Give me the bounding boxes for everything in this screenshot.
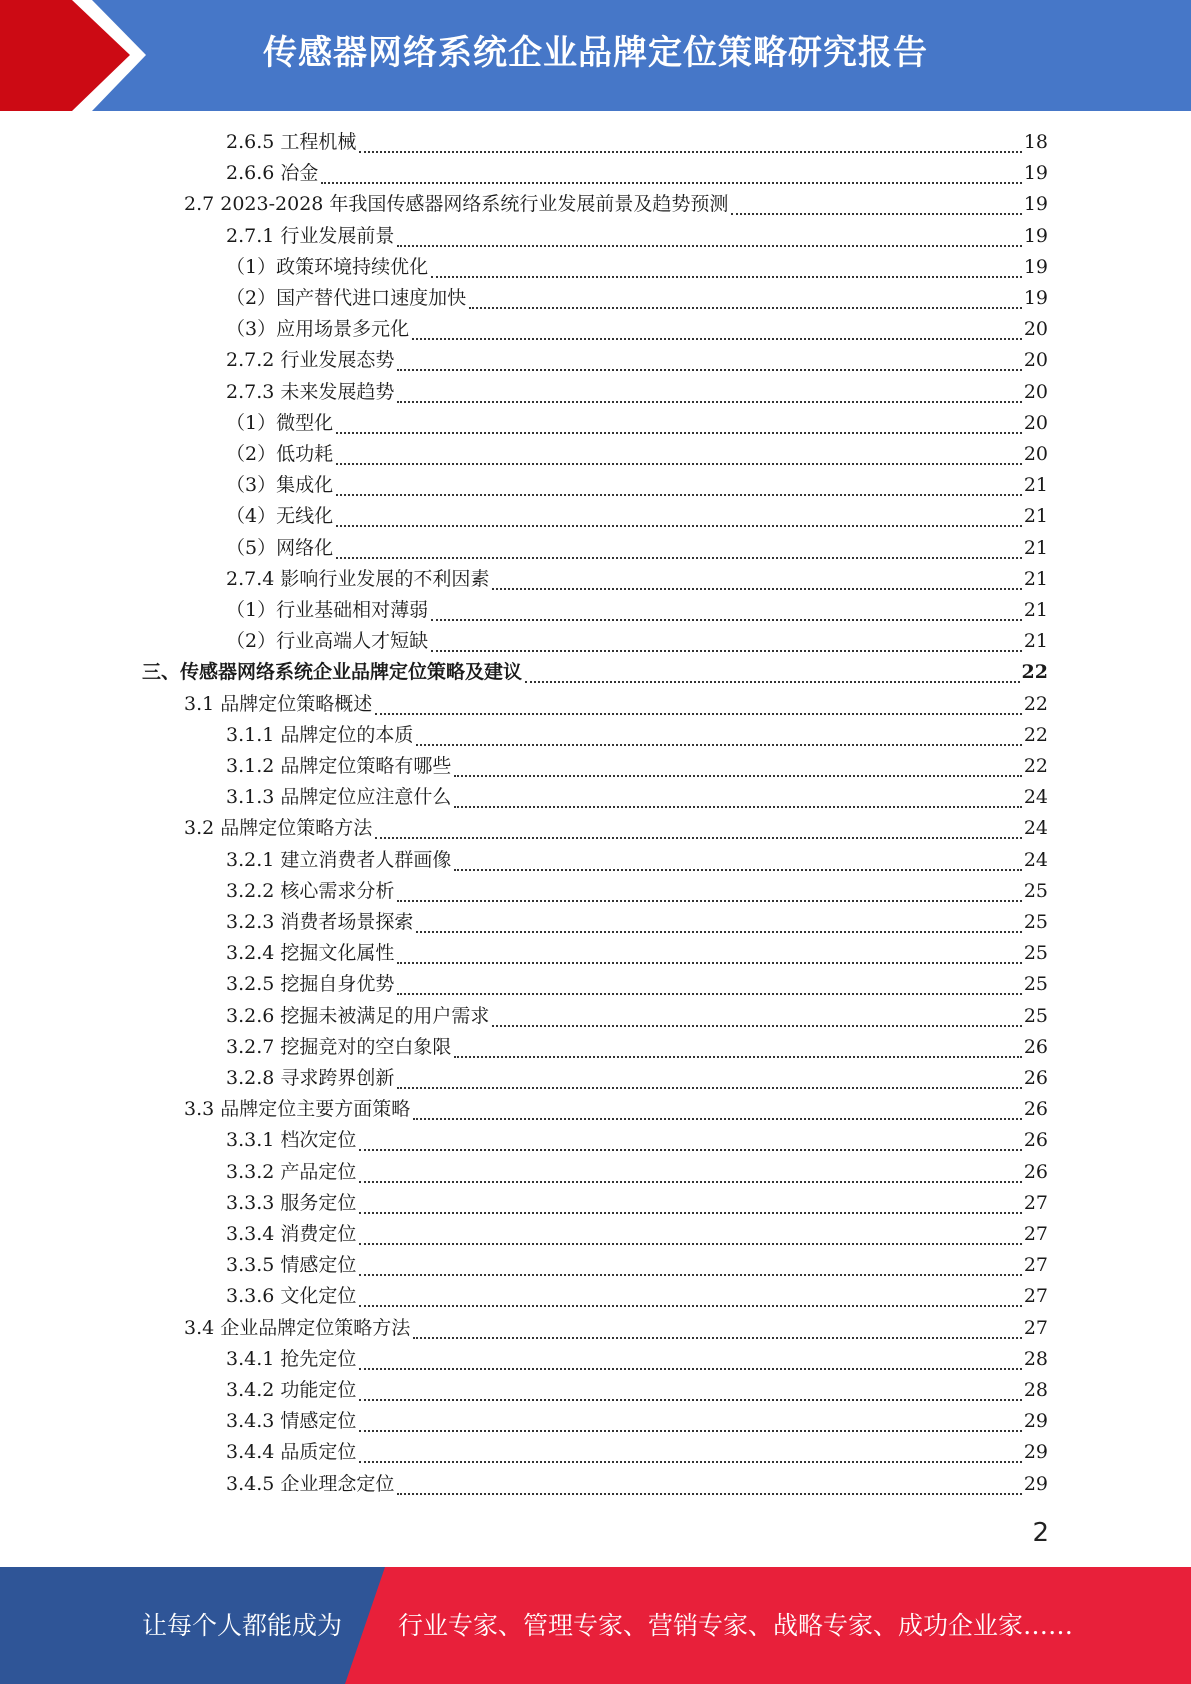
- toc-dot-leader: [454, 1056, 1021, 1058]
- toc-dot-leader: [492, 1025, 1021, 1027]
- toc-entry-label: 3.2 品牌定位策略方法: [184, 817, 373, 839]
- toc-dot-leader: [397, 245, 1021, 247]
- toc-entry-label: 3.3 品牌定位主要方面策略: [184, 1098, 411, 1120]
- toc-entry-label: 3.4.4 品质定位: [226, 1441, 357, 1463]
- toc-entry-page: 26: [1023, 1067, 1048, 1089]
- toc-entry[interactable]: [226, 1157, 1048, 1188]
- toc-entry-label: 3.1.1 品牌定位的本质: [226, 724, 414, 746]
- toc-entry[interactable]: [226, 564, 1048, 595]
- toc-entry-page: 19: [1023, 193, 1048, 215]
- toc-dot-leader: [416, 931, 1021, 933]
- toc-entry[interactable]: [226, 158, 1048, 189]
- toc-entry-page: 25: [1023, 911, 1048, 933]
- page-header: [0, 0, 1191, 111]
- toc-entry-label: 3.2.4 挖掘文化属性: [226, 942, 395, 964]
- toc-entry-label: 3.4.5 企业理念定位: [226, 1473, 395, 1495]
- toc-entry-page: 20: [1023, 318, 1048, 340]
- toc-entry-page: 27: [1023, 1192, 1048, 1214]
- toc-dot-leader: [397, 1493, 1021, 1495]
- toc-entry[interactable]: [226, 252, 1048, 283]
- toc-dot-leader: [492, 588, 1021, 590]
- toc-dot-leader: [359, 151, 1021, 153]
- toc-entry-page: 18: [1023, 131, 1048, 153]
- toc-entry[interactable]: [226, 1281, 1048, 1312]
- footer-slogan-left: 让每个人都能成为: [142, 1611, 343, 1640]
- toc-entry-page: 28: [1023, 1379, 1048, 1401]
- toc-entry[interactable]: [226, 845, 1048, 876]
- toc-entry-page: 20: [1023, 381, 1048, 403]
- toc-entry-page: 27: [1023, 1254, 1048, 1276]
- toc-dot-leader: [431, 619, 1022, 621]
- toc-entry-page: 25: [1023, 942, 1048, 964]
- toc-entry[interactable]: [226, 408, 1048, 439]
- toc-entry-label: 3.3.1 档次定位: [226, 1129, 357, 1151]
- toc-entry[interactable]: [226, 1406, 1048, 1437]
- toc-entry[interactable]: [226, 470, 1048, 501]
- toc-entry-label: 2.7.1 行业发展前景: [226, 225, 395, 247]
- toc-entry-page: 19: [1023, 256, 1048, 278]
- toc-entry[interactable]: [226, 1219, 1048, 1250]
- toc-entry[interactable]: [226, 345, 1048, 376]
- toc-entry-label: 3.3.6 文化定位: [226, 1285, 357, 1307]
- toc-dot-leader: [359, 1399, 1021, 1401]
- toc-entry-page: 29: [1023, 1473, 1048, 1495]
- toc-entry-label: 3.1 品牌定位策略概述: [184, 693, 373, 715]
- toc-entry[interactable]: [226, 501, 1048, 532]
- toc-entry[interactable]: [184, 813, 1048, 844]
- toc-entry-label: （2）国产替代进口速度加快: [226, 287, 467, 309]
- toc-entry-label: 三、传感器网络系统企业品牌定位策略及建议: [142, 661, 523, 683]
- page-footer: [0, 1567, 1191, 1684]
- toc-entry-label: （3）集成化: [226, 474, 334, 496]
- toc-entry[interactable]: [226, 439, 1048, 470]
- toc-entry-label: （4）无线化: [226, 505, 334, 527]
- toc-entry-label: （5）网络化: [226, 537, 334, 559]
- toc-entry[interactable]: [226, 1250, 1048, 1281]
- toc-entry-page: 24: [1023, 817, 1048, 839]
- toc-entry-page: 22: [1021, 661, 1048, 683]
- toc-entry[interactable]: [184, 1094, 1048, 1125]
- toc-dot-leader: [731, 213, 1021, 215]
- toc-entry-label: 3.3.3 服务定位: [226, 1192, 357, 1214]
- toc-entry[interactable]: [142, 657, 1048, 688]
- toc-entry-page: 21: [1023, 474, 1048, 496]
- toc-dot-leader: [359, 1212, 1021, 1214]
- toc-entry-page: 26: [1023, 1161, 1048, 1183]
- toc-entry-page: 24: [1023, 849, 1048, 871]
- page-number: 2: [1032, 1518, 1049, 1548]
- report-title: 传感器网络系统企业品牌定位策略研究报告: [263, 33, 928, 73]
- toc-dot-leader: [336, 525, 1022, 527]
- toc-entry[interactable]: [226, 314, 1048, 345]
- toc-entry-page: 27: [1023, 1223, 1048, 1245]
- toc-entry-page: 20: [1023, 412, 1048, 434]
- toc-entry-label: 3.2.1 建立消费者人群画像: [226, 849, 452, 871]
- toc-entry-page: 26: [1023, 1129, 1048, 1151]
- toc-dot-leader: [454, 869, 1021, 871]
- toc-dot-leader: [359, 1181, 1021, 1183]
- toc-entry-page: 20: [1023, 443, 1048, 465]
- toc-entry-page: 19: [1023, 225, 1048, 247]
- toc-entry[interactable]: [226, 1001, 1048, 1032]
- toc-dot-leader: [375, 713, 1022, 715]
- toc-entry[interactable]: [226, 1437, 1048, 1468]
- toc-entry-page: 21: [1023, 537, 1048, 559]
- toc-entry-page: 22: [1023, 693, 1048, 715]
- toc-entry-label: 2.7.2 行业发展态势: [226, 349, 395, 371]
- toc-entry[interactable]: [184, 1313, 1048, 1344]
- toc-dot-leader: [454, 806, 1021, 808]
- footer-slogan-right: 行业专家、管理专家、营销专家、战略专家、成功企业家……: [398, 1611, 1074, 1640]
- toc-entry[interactable]: [226, 1032, 1048, 1063]
- toc-entry-label: 3.4.1 抢先定位: [226, 1348, 357, 1370]
- toc-entry-page: 22: [1023, 755, 1048, 777]
- toc-entry[interactable]: [226, 626, 1048, 657]
- toc-entry[interactable]: [226, 720, 1048, 751]
- toc-dot-leader: [397, 401, 1021, 403]
- toc-entry-label: （2）低功耗: [226, 443, 334, 465]
- toc-entry-page: 27: [1023, 1317, 1048, 1339]
- toc-dot-leader: [336, 557, 1022, 559]
- toc-entry-page: 21: [1023, 568, 1048, 590]
- toc-dot-leader: [321, 182, 1021, 184]
- toc-entry[interactable]: [226, 969, 1048, 1000]
- toc-entry-label: 2.6.5 工程机械: [226, 131, 357, 153]
- toc-entry-page: 26: [1023, 1036, 1048, 1058]
- toc-entry[interactable]: [184, 189, 1048, 220]
- toc-entry-page: 20: [1023, 349, 1048, 371]
- toc-dot-leader: [397, 369, 1021, 371]
- toc-dot-leader: [525, 681, 1020, 683]
- toc-dot-leader: [359, 1149, 1021, 1151]
- toc-entry[interactable]: [226, 938, 1048, 969]
- toc-entry-page: 27: [1023, 1285, 1048, 1307]
- toc-entry-label: （2）行业高端人才短缺: [226, 630, 429, 652]
- toc-entry-label: （1）行业基础相对薄弱: [226, 599, 429, 621]
- toc-entry[interactable]: [226, 1375, 1048, 1406]
- toc-entry-page: 29: [1023, 1410, 1048, 1432]
- toc-entry-page: 21: [1023, 599, 1048, 621]
- toc-entry-label: 3.3.4 消费定位: [226, 1223, 357, 1245]
- toc-dot-leader: [454, 775, 1021, 777]
- toc-entry[interactable]: [226, 876, 1048, 907]
- toc-dot-leader: [359, 1430, 1021, 1432]
- toc-dot-leader: [336, 463, 1022, 465]
- toc-entry-page: 28: [1023, 1348, 1048, 1370]
- toc-entry-label: 3.2.5 挖掘自身优势: [226, 973, 395, 995]
- toc-dot-leader: [359, 1274, 1021, 1276]
- toc-entry[interactable]: [226, 221, 1048, 252]
- toc-entry[interactable]: [226, 1344, 1048, 1375]
- toc-entry-label: （1）政策环境持续优化: [226, 256, 429, 278]
- toc-dot-leader: [336, 494, 1022, 496]
- toc-entry-label: 3.1.2 品牌定位策略有哪些: [226, 755, 452, 777]
- toc-entry[interactable]: [226, 1125, 1048, 1156]
- toc-entry-label: 3.3.5 情感定位: [226, 1254, 357, 1276]
- toc-entry-label: （3）应用场景多元化: [226, 318, 410, 340]
- toc-entry-label: 3.3.2 产品定位: [226, 1161, 357, 1183]
- toc-entry[interactable]: [226, 1063, 1048, 1094]
- toc-entry-label: 3.1.3 品牌定位应注意什么: [226, 786, 452, 808]
- toc-entry[interactable]: [226, 377, 1048, 408]
- toc-dot-leader: [431, 650, 1022, 652]
- toc-entry-label: 3.4.2 功能定位: [226, 1379, 357, 1401]
- toc-entry[interactable]: [184, 689, 1048, 720]
- toc-entry[interactable]: [226, 751, 1048, 782]
- toc-entry[interactable]: [226, 127, 1048, 158]
- toc-entry-label: 2.7.3 未来发展趋势: [226, 381, 395, 403]
- toc-entry-page: 26: [1023, 1098, 1048, 1120]
- toc-dot-leader: [375, 837, 1022, 839]
- toc-dot-leader: [416, 744, 1021, 746]
- toc-entry-label: 2.7 2023-2028 年我国传感器网络系统行业发展前景及趋势预测: [184, 193, 729, 215]
- toc-entry-page: 25: [1023, 973, 1048, 995]
- toc-dot-leader: [412, 338, 1022, 340]
- toc-entry-label: 3.2.8 寻求跨界创新: [226, 1067, 395, 1089]
- toc-entry[interactable]: [226, 1469, 1048, 1500]
- toc-dot-leader: [397, 900, 1021, 902]
- toc-dot-leader: [431, 276, 1022, 278]
- toc-entry-label: 2.7.4 影响行业发展的不利因素: [226, 568, 490, 590]
- toc-entry[interactable]: [226, 782, 1048, 813]
- toc-entry-label: 2.6.6 冶金: [226, 162, 319, 184]
- toc-entry-label: 3.4.3 情感定位: [226, 1410, 357, 1432]
- toc-entry-label: 3.4 企业品牌定位策略方法: [184, 1317, 411, 1339]
- toc-dot-leader: [413, 1337, 1022, 1339]
- toc-dot-leader: [359, 1368, 1021, 1370]
- toc-entry-page: 19: [1023, 162, 1048, 184]
- toc-entry-page: 25: [1023, 1005, 1048, 1027]
- toc-dot-leader: [336, 432, 1022, 434]
- toc-entry-page: 19: [1023, 287, 1048, 309]
- toc-entry-page: 22: [1023, 724, 1048, 746]
- toc-dot-leader: [397, 962, 1021, 964]
- toc-dot-leader: [359, 1461, 1021, 1463]
- toc-entry[interactable]: [226, 1188, 1048, 1219]
- toc-entry-page: 21: [1023, 505, 1048, 527]
- toc-entry[interactable]: [226, 595, 1048, 626]
- toc-entry[interactable]: [226, 907, 1048, 938]
- toc-entry-page: 25: [1023, 880, 1048, 902]
- toc-dot-leader: [397, 993, 1021, 995]
- toc-entry[interactable]: [226, 533, 1048, 564]
- toc-entry-label: （1）微型化: [226, 412, 334, 434]
- toc-entry-page: 29: [1023, 1441, 1048, 1463]
- toc-entry-label: 3.2.6 挖掘未被满足的用户需求: [226, 1005, 490, 1027]
- toc-entry-label: 3.2.3 消费者场景探索: [226, 911, 414, 933]
- toc-entry-label: 3.2.7 挖掘竞对的空白象限: [226, 1036, 452, 1058]
- toc-dot-leader: [359, 1305, 1021, 1307]
- toc-dot-leader: [413, 1118, 1022, 1120]
- toc-entry-page: 21: [1023, 630, 1048, 652]
- toc-dot-leader: [397, 1087, 1021, 1089]
- toc-entry-page: 24: [1023, 786, 1048, 808]
- toc-entry[interactable]: [226, 283, 1048, 314]
- toc-dot-leader: [359, 1243, 1021, 1245]
- header-arrow-decoration: [0, 0, 150, 111]
- toc-dot-leader: [469, 307, 1022, 309]
- toc-entry-label: 3.2.2 核心需求分析: [226, 880, 395, 902]
